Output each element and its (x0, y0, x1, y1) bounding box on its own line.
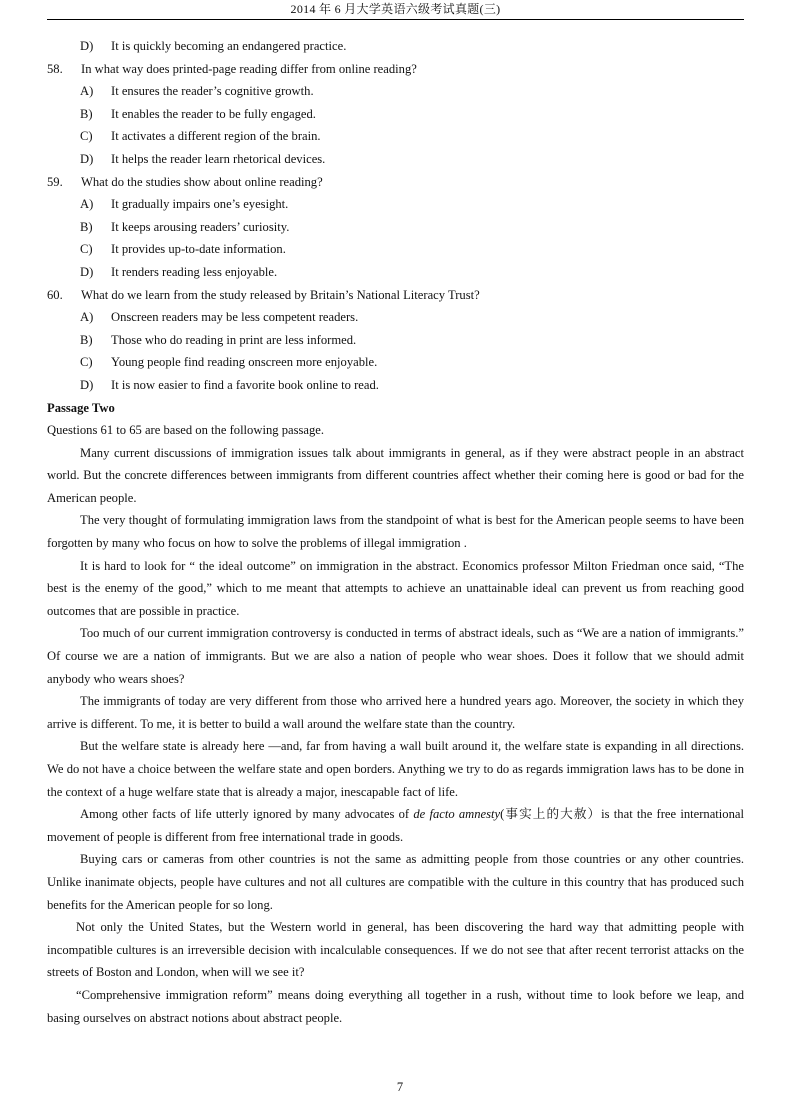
option-58-c (47, 125, 744, 148)
passage-paragraph-amnesty (47, 803, 744, 848)
option-58-a (47, 80, 744, 103)
option-58-d (47, 148, 744, 171)
option-text: Onscreen readers may be less competent readers. (111, 310, 359, 325)
option-label: B) (80, 106, 93, 121)
question-number: 58. (47, 61, 63, 76)
passage-intro: Questions 61 to 65 are based on the following passage. (47, 423, 325, 438)
passage-paragraph: Too much of our current immigration controversy is conducted in terms of abstract ideals, such as “We are a nation of immigrants.” Of course we are a nation of immigrants. But we are also a nation of people who wear shoes. Does it follow that we should admit anybody who wears shoes? (47, 626, 744, 686)
passage-paragraph: It is hard to look for “ the ideal outcome” on immigration in the abstract. Economics professor Milton Friedman once said, “The best is the enemy of the good,” which to me meant that attempts to achieve an unattainable ideal can prevent us from reaching good outcomes that are possible in practice. (47, 558, 744, 618)
option-label: A) (80, 84, 94, 99)
option-60-b (47, 329, 744, 352)
page-footer (0, 1080, 800, 1095)
option-text: It keeps arousing readers’ curiosity. (111, 219, 290, 234)
option-59-a (47, 193, 744, 216)
question-58 (47, 58, 744, 81)
option-label: B) (80, 219, 93, 234)
option-59-c (47, 238, 744, 261)
option-58-b (47, 103, 744, 126)
option-label: C) (80, 242, 93, 257)
passage-paragraph: The very thought of formulating immigration laws from the standpoint of what is best for the American people seems to have been forgotten by many who focus on how to solve the problems of illegal immigration . (47, 513, 744, 551)
amnesty-text-before: Among other facts of life utterly ignored by many advocates of (80, 807, 414, 822)
option-text: It helps the reader learn rhetorical devices. (111, 151, 326, 166)
question-text: What do the studies show about online reading? (81, 174, 323, 189)
option-label: D) (80, 39, 94, 53)
question-59 (47, 171, 744, 194)
option-text: It enables the reader to be fully engaged. (111, 106, 316, 121)
option-text: It ensures the reader’s cognitive growth. (111, 84, 314, 99)
passage-paragraph: But the welfare state is already here —and, far from having a wall built around it, the welfare state is expanding in all directions. We do not have a choice between the welfare state and open borders. Anything we try to do as regards immigration laws has to be done in the context of a huge welfare state that is already a major, inescapable fact of life. (47, 739, 744, 799)
page-content (47, 35, 744, 1029)
option-label: A) (80, 310, 94, 325)
option-label: D) (80, 377, 94, 392)
question-text: In what way does printed-page reading differ from online reading? (81, 61, 417, 76)
passage-paragraph: Not only the United States, but the Western world in general, has been discovering the hard way that admitting people with incompatible cultures is an irreversible decision with incalculable consequences. If we do not see that after recent terrorist attacks on the streets of Boston and London, when will we see it? (47, 920, 744, 980)
page-header (47, 0, 744, 20)
option-text: It activates a different region of the brain. (111, 129, 321, 144)
option-60-a (47, 306, 744, 329)
amnesty-italic-term: de facto amnesty (413, 807, 501, 822)
option-text: Those who do reading in print are less informed. (111, 332, 357, 347)
option-label: D) (80, 151, 94, 166)
passage-paragraph: Many current discussions of immigration issues talk about immigrants in general, as if they were abstract people in an abstract world. But the concrete differences between immigrants from different countries affect whether their coming here is good or bad for the American people. (47, 445, 744, 505)
option-text: It provides up-to-date information. (111, 242, 286, 257)
question-number: 59. (47, 174, 63, 189)
passage-paragraph: “Comprehensive immigration reform” means doing everything all together in a rush, without time to look before we leap, and basing ourselves on abstract notions about abstract people. (47, 987, 744, 1025)
amnesty-text-after: (事实上的大赦）is that the free international movement of people is different from free international trade in goods. (47, 807, 744, 844)
option-60-d (47, 374, 744, 397)
option-label: C) (80, 129, 93, 144)
passage-heading: Passage Two (47, 400, 115, 415)
page-number: 7 (396, 1080, 404, 1094)
option-text: It gradually impairs one’s eyesight. (111, 197, 289, 212)
option-60-c (47, 351, 744, 374)
option-59-b (47, 216, 744, 239)
option-text: It is now easier to find a favorite book online to read. (111, 377, 379, 392)
option-label: A) (80, 197, 94, 212)
header-title: 2014 年 6 月大学英语六级考试真题(三) (290, 2, 501, 16)
option-label: C) (80, 355, 93, 370)
passage-paragraph: The immigrants of today are very different from those who arrived here a hundred years ago. Moreover, the society in which they arrive is different. To me, it is better to build a wall around the welfare state than the country. (47, 694, 744, 731)
option-label: B) (80, 332, 93, 347)
option-text: Young people find reading onscreen more enjoyable. (111, 355, 378, 370)
option-57-d (47, 35, 744, 58)
question-text: What do we learn from the study released by Britain’s National Literacy Trust? (81, 287, 480, 302)
option-text: It is quickly becoming an endangered practice. (111, 39, 347, 53)
passage-paragraph: Buying cars or cameras from other countries is not the same as admitting people from those countries or any other countries. Unlike inanimate objects, people have cultures and not all cultures are compatible with the culture in this country that has produced such benefits for the American people for so long. (47, 852, 744, 912)
option-59-d (47, 261, 744, 284)
question-number: 60. (47, 287, 63, 302)
option-label: D) (80, 264, 94, 279)
option-text: It renders reading less enjoyable. (111, 264, 278, 279)
question-60 (47, 284, 744, 307)
